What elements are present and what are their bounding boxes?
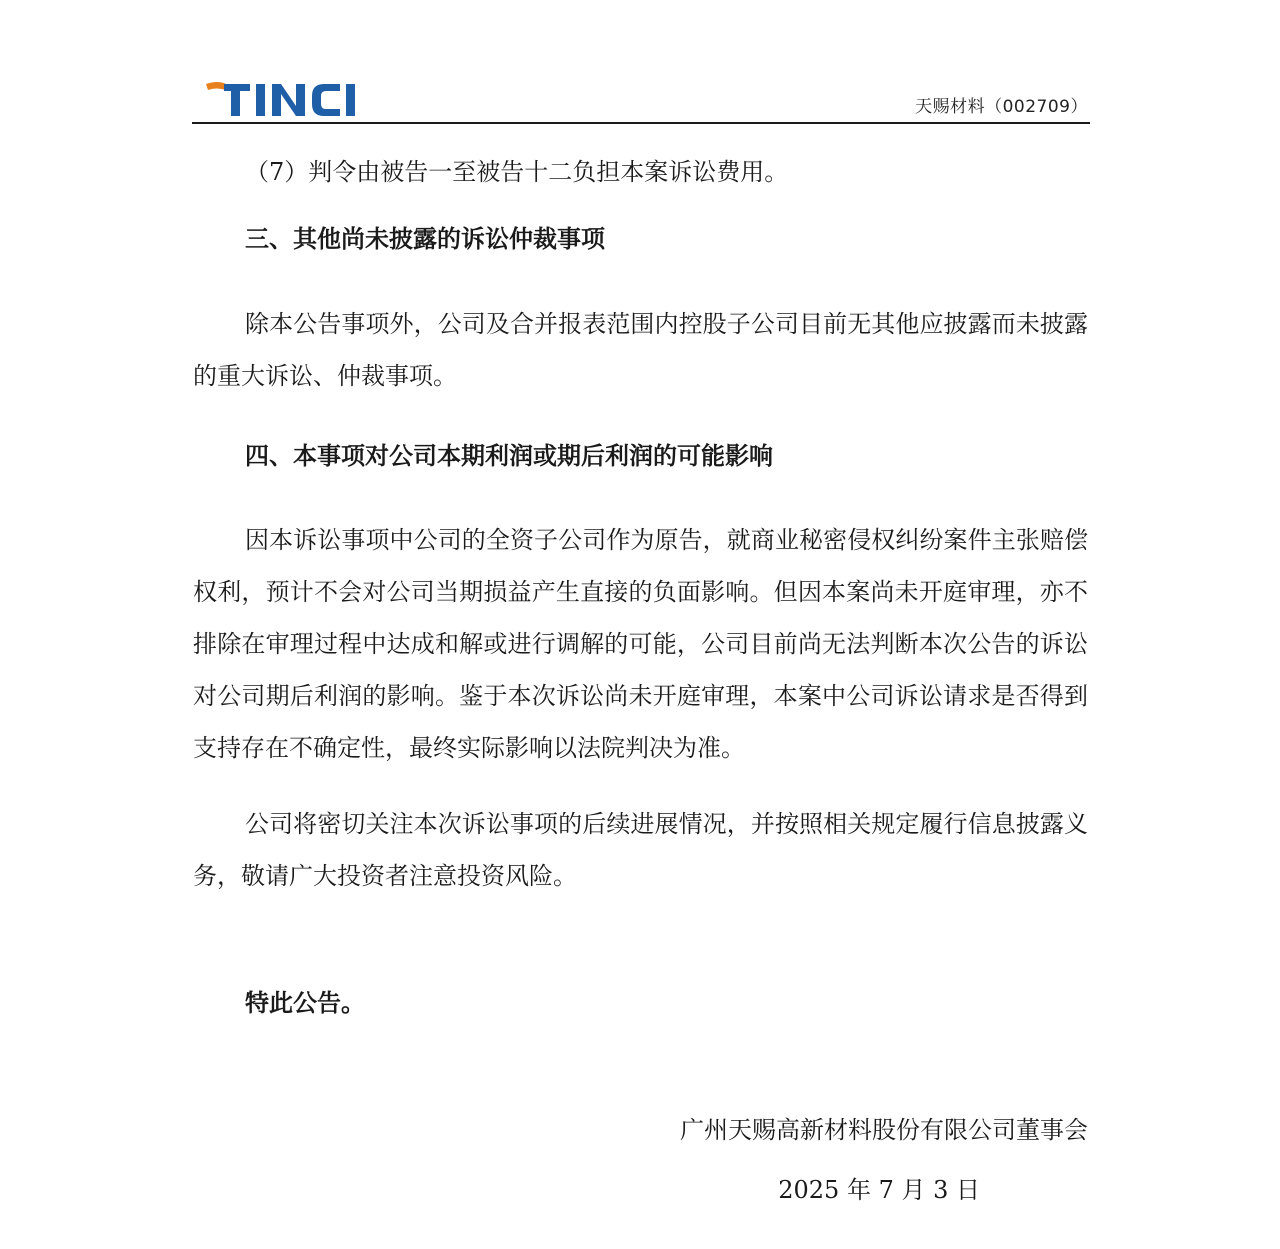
closing-statement: 特此公告。 — [245, 989, 365, 1017]
section-4-title: 四、本事项对公司本期利润或期后利润的可能影响 — [245, 442, 773, 470]
section-4-body: 因本诉讼事项中公司的全资子公司作为原告，就商业秘密侵权纠纷案件主张赔偿权利，预计不会对公司当期损益产生直接的负面影响。但因本案尚未开庭审理，亦不排除在审理过程中达成和解或进行调解的可能，公司目前尚无法判断本次公告的诉讼对公司期后利润的影响。鉴于本次诉讼尚未开庭审理，本案中公司诉讼请求是否得到支持存在不确定性，最终实际影响以法院判决为准。 — [193, 526, 1088, 762]
board-signature: 广州天赐高新材料股份有限公司董事会 — [680, 1116, 1088, 1144]
tinci-logo — [204, 78, 364, 118]
page-header — [192, 72, 1090, 124]
section-3-title: 三、其他尚未披露的诉讼仲裁事项 — [245, 225, 605, 253]
stock-code: 天赐材料（002709） — [915, 97, 1088, 117]
item-7: （7）判令由被告一至被告十二负担本案诉讼费用。 — [245, 158, 789, 186]
section-3-body: 除本公告事项外，公司及合并报表范围内控股子公司目前无其他应披露而未披露的重大诉讼、仲裁事项。 — [193, 310, 1088, 390]
follow-up-paragraph: 公司将密切关注本次诉讼事项的后续进展情况，并按照相关规定履行信息披露义务，敬请广大投资者注意投资风险。 — [193, 810, 1088, 890]
signature-date: 2025 年 7 月 3 日 — [778, 1176, 980, 1204]
